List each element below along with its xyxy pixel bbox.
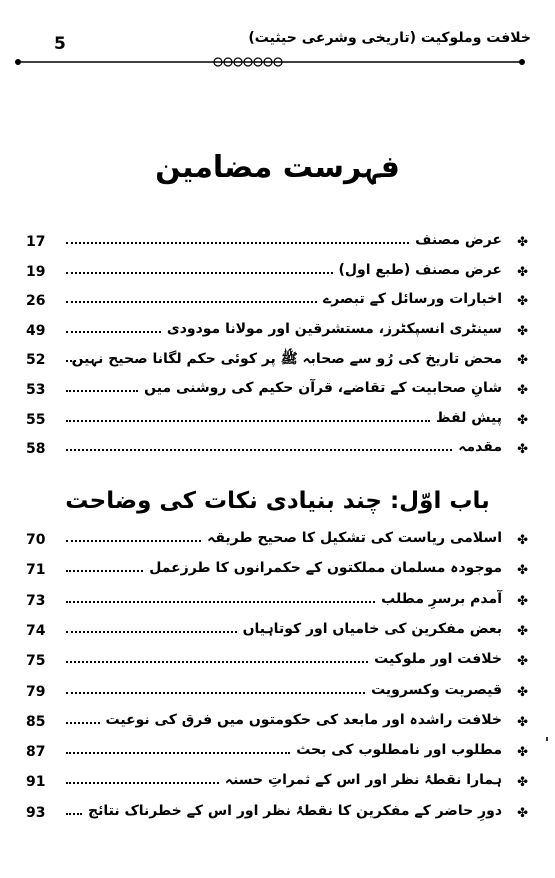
- dot-leader: [66, 331, 161, 333]
- toc-page-number: 53: [26, 382, 46, 398]
- toc-entry[interactable]: [26, 621, 528, 643]
- dot-leader: [66, 301, 317, 303]
- dot-leader: [66, 813, 82, 815]
- toc-entry-title: مطلوب اور نامطلوب کی بحث: [296, 742, 502, 759]
- toc-entry-title: اخبارات ورسائل کے تبصرے: [323, 291, 502, 308]
- toc-entry[interactable]: [26, 291, 528, 313]
- flower-bullet-icon: ✤: [517, 745, 528, 761]
- toc-entry-title: خلافت اور ملوکیت: [374, 651, 502, 668]
- toc-page-number: 75: [26, 653, 46, 670]
- flower-bullet-icon: ✤: [517, 294, 528, 310]
- flower-bullet-icon: ✤: [517, 684, 528, 700]
- toc-entry-title: موجودہ مسلمان مملکتوں کے حکمرانوں کا طرزعمل: [149, 560, 502, 577]
- flower-bullet-icon: ✤: [517, 805, 528, 821]
- dot-leader: [66, 752, 290, 754]
- toc-entry[interactable]: [26, 380, 528, 402]
- toc-page-number: 93: [26, 804, 46, 821]
- flower-bullet-icon: ✤: [517, 593, 528, 609]
- toc-page-number: 17: [26, 234, 46, 250]
- toc-page-number: 58: [26, 441, 46, 458]
- toc-entry[interactable]: [26, 321, 528, 343]
- toc-entry-title: بعض مفکرین کی خامیاں اور کوتاہیاں: [242, 620, 502, 637]
- toc-entry-title: عرض مصنف: [415, 232, 502, 248]
- margin-mark: [546, 737, 548, 741]
- toc-page-number: 52: [26, 352, 46, 369]
- page-number: 5: [54, 34, 66, 54]
- chapter-one-heading: باب اوّل: چند بنیادی نکات کی وضاحت: [65, 488, 490, 514]
- toc-entry-title: عرض مصنف (طبع اول): [338, 261, 502, 278]
- toc-entry[interactable]: [26, 803, 528, 825]
- running-head: خلافت وملوکیت (تاریخی وشرعی حیثیت): [248, 30, 531, 46]
- toc-page-number: 73: [26, 592, 46, 609]
- toc-entry[interactable]: [26, 410, 528, 432]
- toc-page-number: 19: [26, 263, 46, 280]
- toc-page-number: 49: [26, 322, 46, 339]
- toc-page-number: 71: [26, 562, 46, 579]
- flower-bullet-icon: ✤: [517, 383, 528, 398]
- toc-entry-title: قیصریت وکسرویت: [371, 681, 502, 698]
- toc-page-number: 79: [26, 683, 46, 700]
- dot-leader: [66, 722, 100, 724]
- flower-bullet-icon: ✤: [517, 353, 528, 369]
- toc-entry[interactable]: [26, 682, 528, 704]
- toc-entry-title: محض تاریخ کی رُو سے صحابہ ﷺ پر کوئی حکم لگانا صحیح نہیں: [71, 351, 502, 368]
- flower-bullet-icon: ✤: [517, 442, 528, 458]
- toc-entry-title: اسلامی ریاست کی تشکیل کا صحیح طریقہ: [207, 530, 502, 546]
- dot-leader: [66, 661, 368, 663]
- toc-entry[interactable]: [26, 530, 528, 552]
- toc-entry[interactable]: [26, 350, 528, 372]
- flower-bullet-icon: ✤: [517, 714, 528, 730]
- flower-bullet-icon: ✤: [517, 563, 528, 579]
- toc-entry-title: ہمارا نقطۂ نظر اور اس کے ثمراتِ حسنہ: [224, 772, 502, 789]
- dot-leader: [66, 242, 409, 244]
- toc-entry[interactable]: [26, 712, 528, 734]
- toc-page-number: 55: [26, 411, 46, 428]
- dot-leader: [66, 420, 430, 422]
- flower-bullet-icon: ✤: [517, 323, 528, 339]
- dot-leader: [66, 601, 375, 603]
- toc-page-number: 70: [26, 532, 46, 548]
- toc-entry-title: پیش لفظ: [436, 409, 502, 426]
- toc-entry[interactable]: [26, 439, 528, 461]
- toc-entry[interactable]: [26, 772, 528, 794]
- header-ornamental-rule: [12, 55, 528, 69]
- flower-bullet-icon: ✤: [517, 533, 528, 548]
- toc-entry-title: سینٹری انسپکٹرز، مستشرقین اور مولانا مودودی: [166, 320, 502, 337]
- dot-leader: [66, 272, 333, 274]
- flower-bullet-icon: ✤: [517, 264, 528, 280]
- toc-entry[interactable]: [26, 262, 528, 284]
- toc-page-number: 74: [26, 622, 46, 639]
- toc-page-number: 26: [26, 293, 46, 310]
- dot-leader: [66, 782, 219, 784]
- toc-entry[interactable]: [26, 742, 528, 764]
- toc-entry[interactable]: [26, 651, 528, 673]
- toc-title: فہرست مضامین: [155, 150, 400, 185]
- toc-page-number: 91: [26, 774, 46, 791]
- dot-leader: [66, 449, 452, 451]
- flower-bullet-icon: ✤: [517, 412, 528, 428]
- toc-entry[interactable]: [26, 591, 528, 613]
- toc-entry-title: مقدمہ: [458, 439, 502, 456]
- toc-entry[interactable]: [26, 560, 528, 582]
- flower-bullet-icon: ✤: [517, 654, 528, 670]
- toc-entry-title: شانِ صحابیت کے تقاضے، قرآن حکیم کی روشنی میں: [144, 380, 502, 396]
- toc-entry-title: خلافت راشدہ اور مابعد کی حکومتوں میں فرق کی نوعیت: [105, 711, 502, 728]
- toc-page-number: 85: [26, 713, 46, 730]
- dot-leader: [66, 540, 201, 542]
- toc-entry-title: آمدم برسرِ مطلب: [381, 590, 502, 607]
- toc-entry-title: دورِ حاضر کے مفکرین کا نقطۂ نظر اور اس کے خطرناک نتائج: [88, 802, 502, 819]
- flower-bullet-icon: ✤: [517, 235, 528, 250]
- flower-bullet-icon: ✤: [517, 775, 528, 791]
- dot-leader: [66, 570, 143, 572]
- toc-entry[interactable]: [26, 232, 528, 254]
- toc-page-number: 87: [26, 744, 46, 761]
- dot-leader: [66, 390, 138, 392]
- dot-leader: [66, 631, 237, 633]
- dot-leader: [66, 692, 365, 694]
- flower-bullet-icon: ✤: [517, 623, 528, 639]
